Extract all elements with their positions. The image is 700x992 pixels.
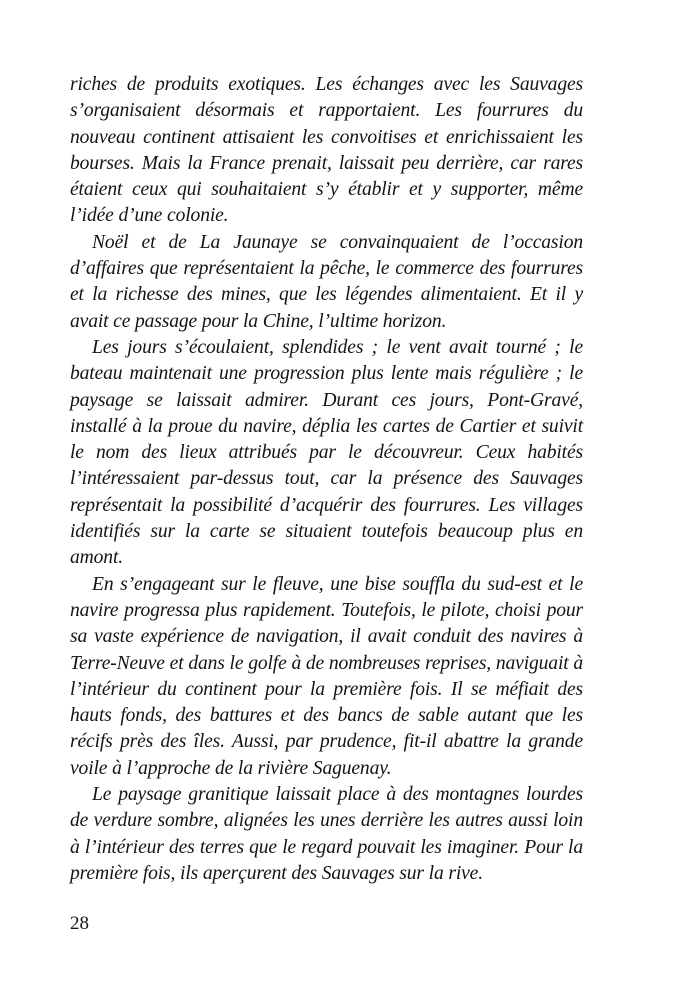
paragraph-3: Les jours s’écoulaient, splendides ; le vent avait tourné ; le bateau maintenait une progression plus lente mais régulière ; le paysage se laissait admirer. Durant ces jours, Pont-Gravé, installé à la proue du navire, déplia les cartes de Cartier et suivit le nom des lieux attribués par le découvreur. Ceux habités l’intéressaient par-dessus tout, car la présence des Sauvages représentait la possibilité d’acquérir des fourrures. Les villages identifiés sur la carte se situaient toutefois beaucoup plus en amont.	[70, 336, 583, 569]
page-body-text	[70, 72, 583, 887]
paragraph-5: Le paysage granitique laissait place à des montagnes lourdes de verdure sombre, alignées les unes derrière les autres aussi loin à l’intérieur des terres que le regard pouvait les imaginer. Pour la première fois, ils aperçurent des Sauvages sur la rive.	[70, 784, 583, 884]
paragraph-2: Noël et de La Jaunaye se convainquaient de l’occasion d’affaires que représentaient la pêche, le commerce des fourrures et la richesse des mines, que les légendes alimentaient. Et il y avait ce passage pour la Chine, l’ultime horizon.	[70, 231, 583, 332]
paragraph-1: riches de produits exotiques. Les échanges avec les Sauvages s’organisaient désormais et rapportaient. Les fourrures du nouveau continent attisaient les convoitises et enrichissaient les bourses. Mais la France prenait, laissait peu derrière, car rares étaient ceux qui souhaitaient s’y établir et y supporter, même l’idée d’une colonie.	[70, 74, 583, 227]
paragraph-4: En s’engageant sur le fleuve, une bise souffla du sud-est et le navire progressa plus rapidement. Toutefois, le pilote, choisi pour sa vaste expérience de navigation, il avait conduit des navires à Terre-Neuve et dans le golfe à de nombreuses reprises, naviguait à l’intérieur du continent pour la première fois. Il se méfiait des hauts fonds, des battures et des bancs de sable autant que les récifs près des îles. Aussi, par prudence, fit-il abattre la grande voile à l’approche de la rivière Saguenay.	[70, 573, 583, 779]
page-number: 28	[70, 913, 89, 934]
